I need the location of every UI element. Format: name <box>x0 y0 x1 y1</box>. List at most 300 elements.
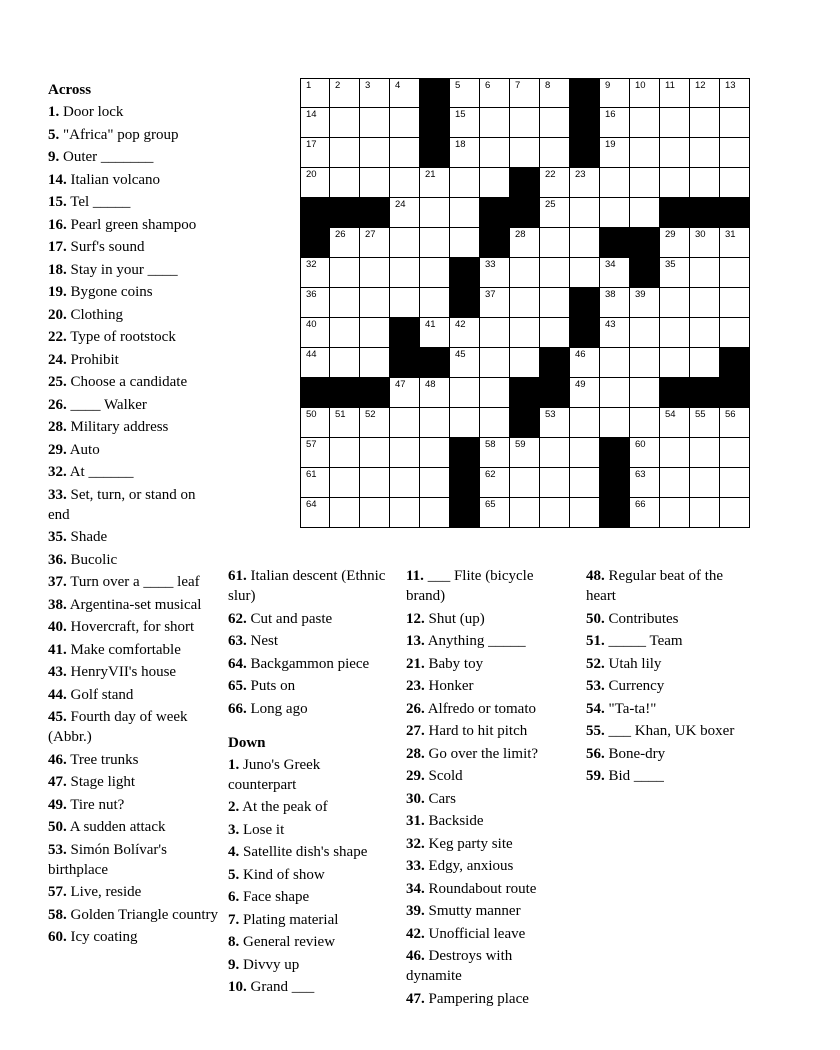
grid-cell[interactable] <box>690 108 720 138</box>
cell-number: 11 <box>665 80 675 91</box>
grid-cell[interactable] <box>360 78 390 108</box>
grid-cell[interactable] <box>480 498 510 528</box>
clue-item <box>586 766 756 786</box>
grid-cell[interactable] <box>630 348 660 378</box>
cell-number: 9 <box>605 80 611 91</box>
cell-number: 50 <box>306 409 317 420</box>
black-square <box>600 438 630 468</box>
grid-cell[interactable] <box>600 258 630 288</box>
grid-cell[interactable] <box>450 378 480 408</box>
grid-cell[interactable] <box>690 438 720 468</box>
clue-text: Hard to hit pitch <box>428 723 528 739</box>
grid-cell[interactable] <box>570 438 600 468</box>
grid-cell[interactable] <box>540 108 570 138</box>
grid-cell[interactable] <box>540 438 570 468</box>
clue-item <box>48 662 218 682</box>
black-square <box>720 348 750 378</box>
clue-item <box>228 865 390 885</box>
clue-number: 6. <box>228 889 240 905</box>
grid-cell[interactable] <box>660 258 690 288</box>
clue-text: Nest <box>250 633 278 649</box>
grid-cell[interactable] <box>330 318 360 348</box>
clue-item <box>48 640 218 660</box>
grid-cell[interactable] <box>630 318 660 348</box>
cell-number: 17 <box>306 139 317 150</box>
grid-cell[interactable] <box>300 108 330 138</box>
grid-cell[interactable] <box>450 168 480 198</box>
grid-cell[interactable] <box>450 228 480 258</box>
clue-text: Cars <box>428 790 456 807</box>
grid-cell[interactable] <box>390 228 420 258</box>
grid-cell[interactable] <box>540 198 570 228</box>
clue-text: Stay in your ____ <box>70 261 178 278</box>
grid-cell[interactable] <box>630 198 660 228</box>
clue-text: Fourth day of week (Abbr.) <box>48 709 188 745</box>
grid-cell[interactable] <box>390 468 420 498</box>
grid-cell[interactable] <box>390 78 420 108</box>
clue-item <box>228 755 390 795</box>
clue-text: Italian descent (Ethnic slur) <box>228 568 386 604</box>
grid-cell[interactable] <box>540 408 570 438</box>
grid-cell[interactable] <box>480 438 510 468</box>
clue-item <box>228 955 390 975</box>
grid-cell[interactable] <box>330 168 360 198</box>
cell-number: 48 <box>425 379 436 390</box>
clue-number: 25. <box>48 374 67 390</box>
clue-number: 1. <box>228 756 240 773</box>
clue-item <box>48 750 218 770</box>
clue-text: Face shape <box>243 889 310 905</box>
clue-number: 21. <box>406 655 425 672</box>
grid-cell[interactable] <box>600 78 630 108</box>
clue-number: 41. <box>48 641 67 658</box>
grid-cell[interactable] <box>390 498 420 528</box>
grid-cell[interactable] <box>600 318 630 348</box>
cell-number: 47 <box>395 379 406 390</box>
grid-cell[interactable] <box>480 78 510 108</box>
grid-cell[interactable] <box>540 258 570 288</box>
grid-cell[interactable] <box>540 288 570 318</box>
cell-number: 61 <box>306 469 317 480</box>
grid-cell[interactable] <box>360 288 390 318</box>
clue-number: 15. <box>48 194 67 210</box>
clue-text: Icy coating <box>70 929 138 945</box>
black-square <box>630 228 660 258</box>
grid-cell[interactable] <box>480 258 510 288</box>
clue-number: 27. <box>406 723 425 739</box>
cell-number: 51 <box>335 409 346 420</box>
grid-cell[interactable] <box>720 138 750 168</box>
grid-cell[interactable] <box>540 318 570 348</box>
grid-cell[interactable] <box>690 318 720 348</box>
grid-cell[interactable] <box>360 108 390 138</box>
grid-cell[interactable] <box>420 438 450 468</box>
grid-cell[interactable] <box>510 498 540 528</box>
black-square <box>510 408 540 438</box>
grid-cell[interactable] <box>330 108 360 138</box>
cell-number: 62 <box>485 469 496 480</box>
grid-cell[interactable] <box>480 408 510 438</box>
grid-cell[interactable] <box>420 288 450 318</box>
grid-cell[interactable] <box>420 498 450 528</box>
grid-cell[interactable] <box>540 78 570 108</box>
grid-cell[interactable] <box>720 408 750 438</box>
grid-cell[interactable] <box>720 318 750 348</box>
grid-cell[interactable] <box>600 138 630 168</box>
grid-cell[interactable] <box>690 258 720 288</box>
grid-cell[interactable] <box>630 138 660 168</box>
grid-cell[interactable] <box>390 438 420 468</box>
grid-cell[interactable] <box>720 258 750 288</box>
grid-cell[interactable] <box>600 198 630 228</box>
clue-number: 36. <box>48 551 67 568</box>
grid-cell[interactable] <box>450 138 480 168</box>
clue-number: 29. <box>48 441 67 458</box>
clue-text: Bid ____ <box>608 768 664 784</box>
clue-number: 28. <box>48 419 67 435</box>
clue-item <box>586 609 756 629</box>
grid-cell[interactable] <box>330 468 360 498</box>
cell-number: 24 <box>395 199 406 210</box>
grid-cell[interactable] <box>690 348 720 378</box>
grid-cell[interactable] <box>330 78 360 108</box>
grid-cell[interactable] <box>690 78 720 108</box>
clue-text: Grand ___ <box>250 979 315 995</box>
grid-cell[interactable] <box>420 168 450 198</box>
cell-number: 5 <box>455 80 461 91</box>
clue-number: 26. <box>48 396 67 413</box>
grid-cell[interactable] <box>660 288 690 318</box>
grid-cell[interactable] <box>540 228 570 258</box>
grid-cell[interactable] <box>660 78 690 108</box>
grid-cell[interactable] <box>480 168 510 198</box>
clue-number: 18. <box>48 261 67 278</box>
grid-cell[interactable] <box>570 498 600 528</box>
grid-cell[interactable] <box>330 228 360 258</box>
grid-cell[interactable] <box>690 408 720 438</box>
grid-cell[interactable] <box>420 198 450 228</box>
grid-cell[interactable] <box>480 108 510 138</box>
grid-cell[interactable] <box>690 168 720 198</box>
grid-cell[interactable] <box>480 468 510 498</box>
grid-cell[interactable] <box>330 438 360 468</box>
clue-item <box>228 820 390 840</box>
clue-text: Edgy, anxious <box>428 858 514 874</box>
clue-text: "Africa" pop group <box>63 126 179 143</box>
clue-number: 8. <box>228 934 240 950</box>
grid-cell[interactable] <box>360 138 390 168</box>
grid-cell[interactable] <box>510 78 540 108</box>
grid-cell[interactable] <box>540 168 570 198</box>
grid-cell[interactable] <box>390 288 420 318</box>
grid-cell[interactable] <box>570 168 600 198</box>
grid-cell[interactable] <box>660 108 690 138</box>
grid-cell[interactable] <box>360 258 390 288</box>
grid-cell[interactable] <box>450 78 480 108</box>
clue-text: Lose it <box>243 821 285 838</box>
grid-cell[interactable] <box>600 168 630 198</box>
clue-number: 50. <box>586 610 605 627</box>
grid-cell[interactable] <box>660 438 690 468</box>
clue-text: Baby toy <box>428 655 484 672</box>
grid-cell[interactable] <box>360 468 390 498</box>
grid-cell[interactable] <box>630 288 660 318</box>
cell-number: 36 <box>306 289 317 300</box>
grid-cell[interactable] <box>330 258 360 288</box>
cell-number: 10 <box>635 80 646 91</box>
grid-cell[interactable] <box>540 468 570 498</box>
clue-item <box>406 609 571 629</box>
clue-number: 12. <box>406 610 425 627</box>
grid-cell[interactable] <box>390 378 420 408</box>
black-square <box>540 378 570 408</box>
grid-cell[interactable] <box>570 468 600 498</box>
grid-cell[interactable] <box>510 318 540 348</box>
grid-cell[interactable] <box>480 378 510 408</box>
grid-cell[interactable] <box>330 498 360 528</box>
grid-cell[interactable] <box>570 228 600 258</box>
grid-cell[interactable] <box>660 468 690 498</box>
clue-item <box>228 566 390 606</box>
grid-cell[interactable] <box>390 408 420 438</box>
grid-cell[interactable] <box>330 138 360 168</box>
clue-item <box>406 924 571 944</box>
grid-cell[interactable] <box>390 108 420 138</box>
grid-cell[interactable] <box>360 408 390 438</box>
grid-cell[interactable] <box>360 318 390 348</box>
grid-cell[interactable] <box>600 348 630 378</box>
clue-text: Simón Bolívar's birthplace <box>48 841 167 878</box>
clue-number: 49. <box>48 796 67 813</box>
grid-cell[interactable] <box>480 348 510 378</box>
grid-cell[interactable] <box>660 228 690 258</box>
grid-cell[interactable] <box>720 438 750 468</box>
cell-number: 44 <box>306 349 317 360</box>
grid-cell[interactable] <box>570 258 600 288</box>
grid-cell[interactable] <box>510 228 540 258</box>
grid-cell[interactable] <box>360 498 390 528</box>
grid-cell[interactable] <box>300 288 330 318</box>
grid-cell[interactable] <box>480 138 510 168</box>
cell-number: 34 <box>605 259 616 270</box>
grid-cell[interactable] <box>360 348 390 378</box>
clue-text: Pearl green shampoo <box>70 216 197 233</box>
cell-number: 53 <box>545 409 556 420</box>
grid-cell[interactable] <box>330 408 360 438</box>
grid-cell[interactable] <box>510 288 540 318</box>
grid-cell[interactable] <box>690 228 720 258</box>
clue-item <box>406 721 571 741</box>
grid-cell[interactable] <box>660 318 690 348</box>
clue-number: 7. <box>228 911 240 928</box>
clue-item <box>406 566 571 606</box>
clue-item <box>48 192 218 212</box>
grid-cell[interactable] <box>420 468 450 498</box>
grid-cell[interactable] <box>330 288 360 318</box>
clue-number: 59. <box>586 768 605 784</box>
grid-cell[interactable] <box>570 408 600 438</box>
grid-cell[interactable] <box>300 438 330 468</box>
clue-item <box>48 707 218 747</box>
cell-number: 12 <box>695 80 706 91</box>
grid-cell[interactable] <box>480 318 510 348</box>
grid-cell[interactable] <box>480 288 510 318</box>
grid-cell[interactable] <box>600 108 630 138</box>
grid-cell[interactable] <box>420 408 450 438</box>
grid-cell[interactable] <box>630 408 660 438</box>
grid-cell[interactable] <box>660 408 690 438</box>
grid-cell[interactable] <box>660 138 690 168</box>
grid-cell[interactable] <box>300 78 330 108</box>
grid-cell[interactable] <box>510 348 540 378</box>
grid-cell[interactable] <box>390 258 420 288</box>
clue-item <box>406 946 571 986</box>
grid-cell[interactable] <box>630 468 660 498</box>
clue-text: Keg party site <box>428 835 513 852</box>
clue-item <box>48 485 218 525</box>
grid-cell[interactable] <box>570 198 600 228</box>
grid-cell[interactable] <box>300 408 330 438</box>
cell-number: 30 <box>695 229 706 240</box>
grid-cell[interactable] <box>540 498 570 528</box>
across-clues-column <box>48 80 218 950</box>
clue-number: 16. <box>48 216 67 233</box>
clue-text: Cut and paste <box>250 610 333 627</box>
clue-item <box>586 744 756 764</box>
grid-cell[interactable] <box>360 438 390 468</box>
clue-text: Juno's Greek counterpart <box>228 756 321 793</box>
grid-cell[interactable] <box>420 318 450 348</box>
clue-text: Auto <box>69 441 100 458</box>
grid-cell[interactable] <box>570 378 600 408</box>
clue-number: 63. <box>228 633 247 649</box>
grid-cell[interactable] <box>300 348 330 378</box>
clue-item <box>228 842 390 862</box>
grid-cell[interactable] <box>660 168 690 198</box>
clue-item <box>48 882 218 902</box>
grid-cell[interactable] <box>510 468 540 498</box>
grid-cell[interactable] <box>510 438 540 468</box>
clue-number: 58. <box>48 906 67 923</box>
grid-cell[interactable] <box>420 258 450 288</box>
clue-number: 28. <box>406 745 425 762</box>
cell-number: 39 <box>635 289 646 300</box>
grid-cell[interactable] <box>690 498 720 528</box>
grid-cell[interactable] <box>690 288 720 318</box>
clue-number: 54. <box>586 700 605 717</box>
grid-cell[interactable] <box>300 498 330 528</box>
grid-cell[interactable] <box>690 468 720 498</box>
grid-cell[interactable] <box>630 378 660 408</box>
grid-cell[interactable] <box>300 138 330 168</box>
grid-cell[interactable] <box>720 168 750 198</box>
grid-cell[interactable] <box>330 348 360 378</box>
grid-cell[interactable] <box>420 378 450 408</box>
grid-cell[interactable] <box>600 378 630 408</box>
grid-cell[interactable] <box>720 498 750 528</box>
black-square <box>420 108 450 138</box>
grid-cell[interactable] <box>600 288 630 318</box>
cell-number: 31 <box>725 229 736 240</box>
grid-cell[interactable] <box>720 108 750 138</box>
clue-number: 35. <box>48 529 67 545</box>
clue-text: Anything _____ <box>427 633 526 649</box>
clue-item <box>48 617 218 637</box>
cell-number: 4 <box>395 80 401 91</box>
black-square <box>420 78 450 108</box>
grid-cell[interactable] <box>300 468 330 498</box>
across-heading: Across <box>48 82 92 98</box>
cell-number: 20 <box>306 169 317 180</box>
clue-text: Contributes <box>608 610 679 627</box>
clue-item <box>228 910 390 930</box>
clue-number: 60. <box>48 929 67 945</box>
grid-cell[interactable] <box>510 258 540 288</box>
clue-item <box>406 879 571 899</box>
grid-cell[interactable] <box>300 318 330 348</box>
clue-item <box>228 609 390 629</box>
grid-cell[interactable] <box>540 138 570 168</box>
grid-cell[interactable] <box>300 258 330 288</box>
grid-cell[interactable] <box>570 348 600 378</box>
grid-cell[interactable] <box>450 108 480 138</box>
grid-cell[interactable] <box>390 168 420 198</box>
clue-number: 3. <box>228 821 240 838</box>
grid-cell[interactable] <box>420 228 450 258</box>
grid-cell[interactable] <box>360 168 390 198</box>
grid-cell[interactable] <box>360 228 390 258</box>
grid-cell[interactable] <box>450 408 480 438</box>
grid-cell[interactable] <box>720 288 750 318</box>
clue-item <box>48 685 218 705</box>
black-square <box>510 378 540 408</box>
grid-cell[interactable] <box>630 78 660 108</box>
grid-cell[interactable] <box>300 168 330 198</box>
grid-cell[interactable] <box>660 498 690 528</box>
clue-text: Tire nut? <box>70 796 125 813</box>
clue-text: Kind of show <box>243 866 325 883</box>
grid-cell[interactable] <box>600 408 630 438</box>
clue-item <box>406 856 571 876</box>
grid-cell[interactable] <box>510 138 540 168</box>
clue-item <box>586 654 756 674</box>
grid-cell[interactable] <box>390 198 420 228</box>
clue-item <box>48 572 218 592</box>
grid-cell[interactable] <box>450 198 480 228</box>
grid-cell[interactable] <box>690 138 720 168</box>
grid-cell[interactable] <box>660 348 690 378</box>
cell-number: 16 <box>605 109 616 120</box>
grid-cell[interactable] <box>450 348 480 378</box>
grid-cell[interactable] <box>720 78 750 108</box>
black-square <box>450 288 480 318</box>
grid-cell[interactable] <box>630 498 660 528</box>
grid-cell[interactable] <box>630 108 660 138</box>
clue-text: Door lock <box>63 104 124 120</box>
clue-number: 51. <box>586 633 605 649</box>
grid-cell[interactable] <box>630 168 660 198</box>
grid-cell[interactable] <box>510 108 540 138</box>
clue-number: 5. <box>48 126 60 143</box>
grid-cell[interactable] <box>450 318 480 348</box>
grid-cell[interactable] <box>720 228 750 258</box>
clue-item <box>406 901 571 921</box>
clue-text: Surf's sound <box>70 239 145 255</box>
grid-cell[interactable] <box>390 138 420 168</box>
clue-number: 24. <box>48 351 67 368</box>
grid-cell[interactable] <box>720 468 750 498</box>
grid-cell[interactable] <box>630 438 660 468</box>
